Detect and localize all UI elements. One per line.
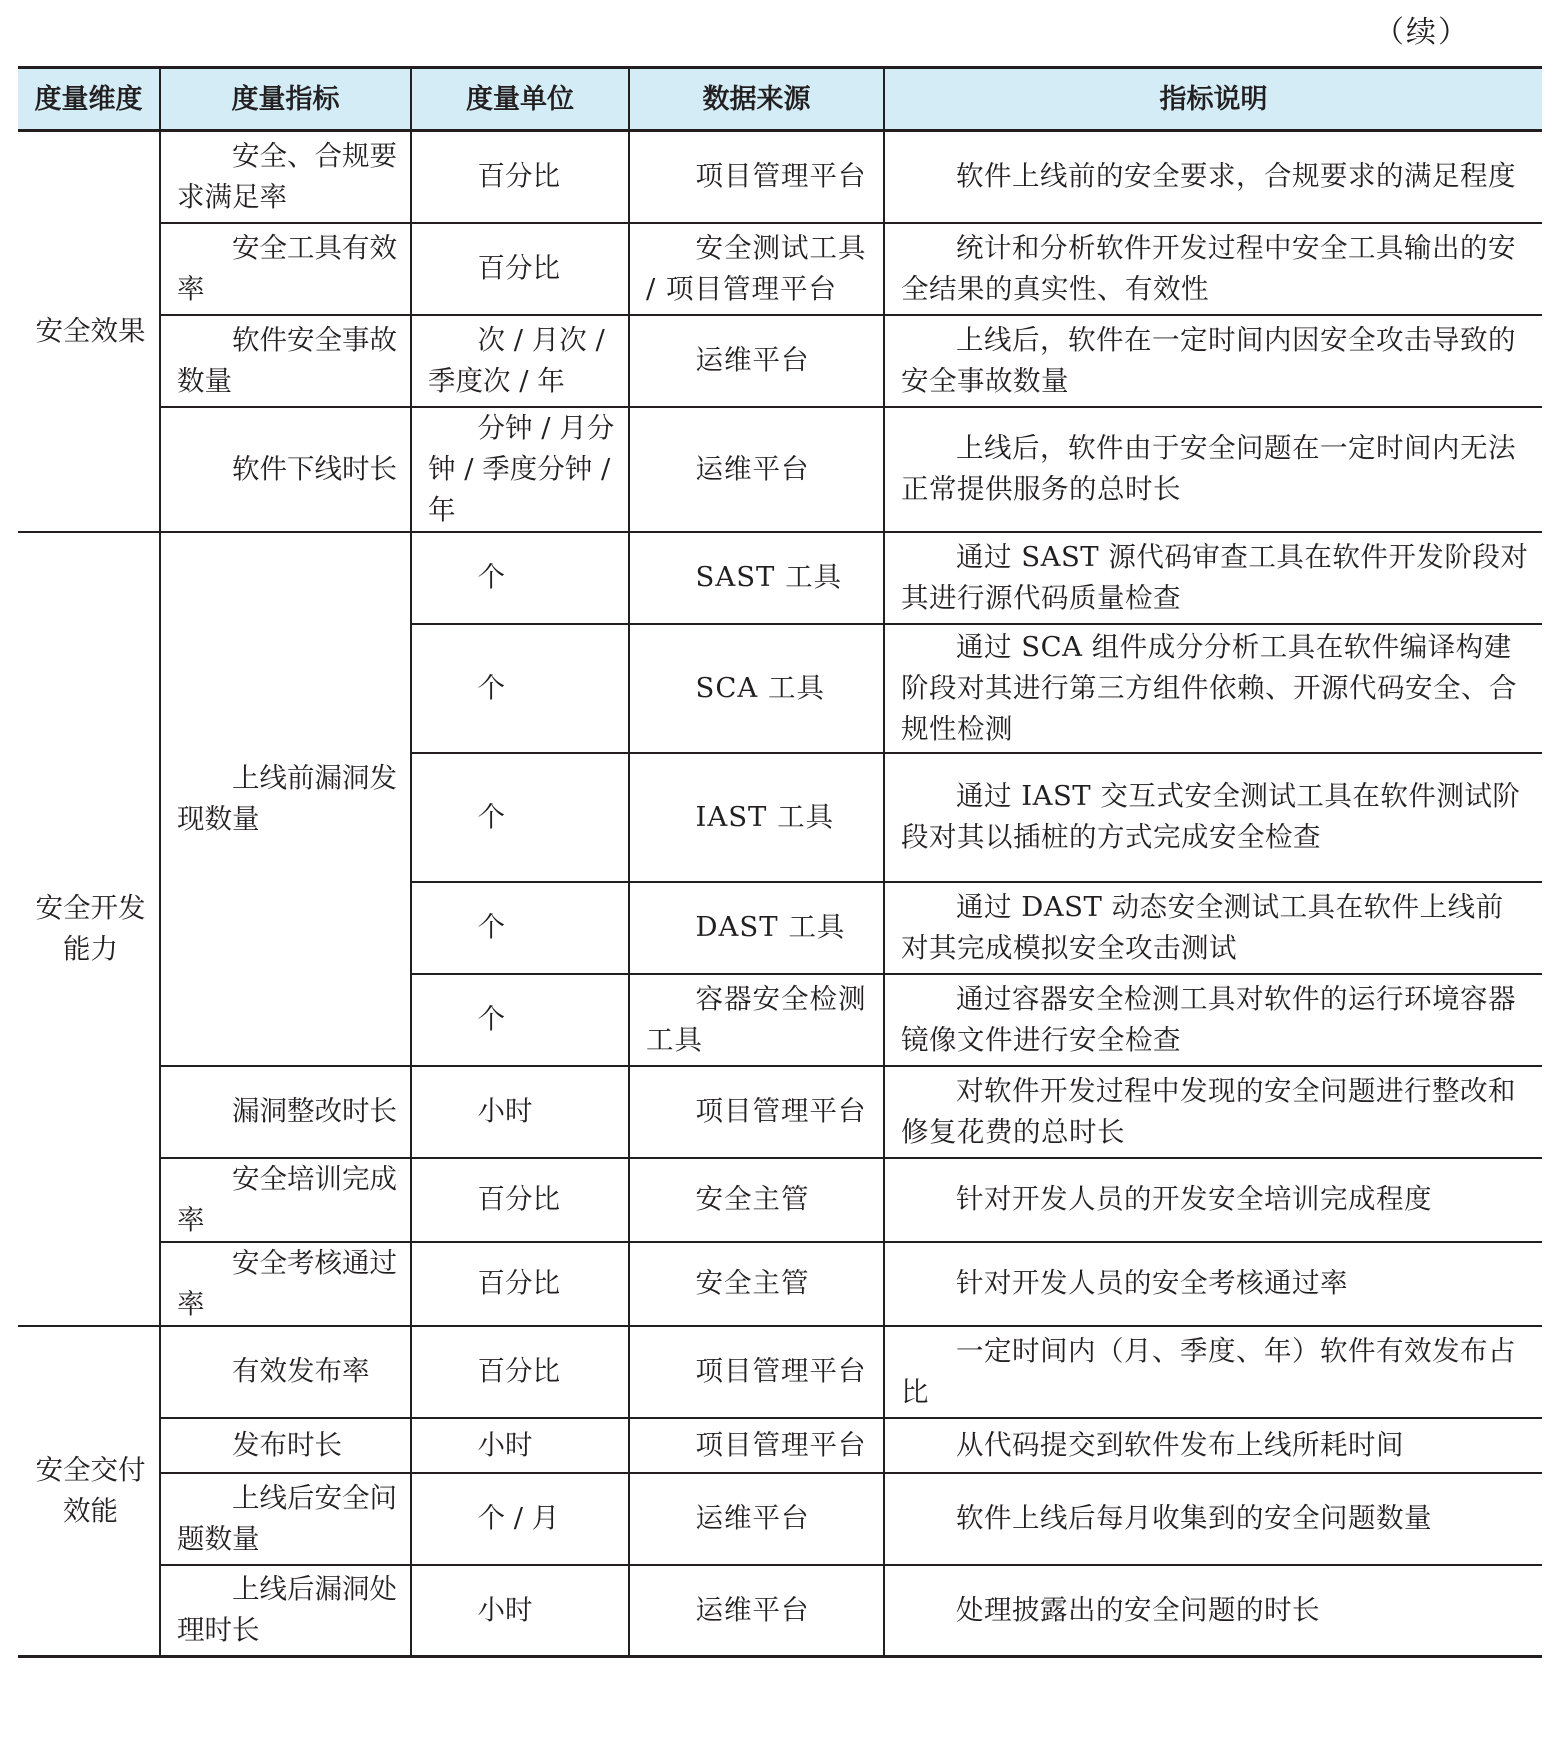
- indicator-cell: 上线后安全问题数量: [160, 1473, 411, 1565]
- indicator-cell: 上线前漏洞发现数量: [160, 532, 411, 1066]
- description-cell: 统计和分析软件开发过程中安全工具输出的安全结果的真实性、有效性: [884, 223, 1542, 315]
- description-cell: 软件上线前的安全要求，合规要求的满足程度: [884, 131, 1542, 223]
- source-cell: SCA 工具: [629, 624, 884, 753]
- dimension-cell: 安全效果: [18, 131, 160, 532]
- header-dimension: 度量维度: [18, 68, 160, 131]
- unit-cell: 个: [411, 974, 629, 1066]
- indicator-cell: 发布时长: [160, 1418, 411, 1473]
- source-cell: SAST 工具: [629, 532, 884, 624]
- dimension-cell: 安全开发能力: [18, 532, 160, 1326]
- indicator-cell: 软件下线时长: [160, 407, 411, 532]
- description-cell: 上线后，软件由于安全问题在一定时间内无法正常提供服务的总时长: [884, 407, 1542, 532]
- source-cell: 项目管理平台: [629, 1418, 884, 1473]
- description-cell: 通过 SCA 组件成分分析工具在软件编译构建阶段对其进行第三方组件依赖、开源代码安全、合规性检测: [884, 624, 1542, 753]
- unit-cell: 百分比: [411, 1242, 629, 1326]
- indicator-cell: 上线后漏洞处理时长: [160, 1565, 411, 1657]
- header-source: 数据来源: [629, 68, 884, 131]
- table-row: [18, 1242, 1542, 1326]
- unit-cell: 分钟 / 月分钟 / 季度分钟 / 年: [411, 407, 629, 532]
- indicator-cell: 安全考核通过率: [160, 1242, 411, 1326]
- header-indicator: 度量指标: [160, 68, 411, 131]
- table-row: [18, 407, 1542, 532]
- unit-cell: 百分比: [411, 131, 629, 223]
- source-cell: 运维平台: [629, 315, 884, 407]
- indicator-cell: 漏洞整改时长: [160, 1066, 411, 1158]
- continuation-label: （续）: [1374, 15, 1470, 50]
- indicator-cell: 有效发布率: [160, 1326, 411, 1418]
- table-row: [18, 315, 1542, 407]
- table-row: [18, 1473, 1542, 1565]
- description-cell: 一定时间内（月、季度、年）软件有效发布占比: [884, 1326, 1542, 1418]
- security-metrics-table: [18, 66, 1542, 1658]
- source-cell: 项目管理平台: [629, 131, 884, 223]
- unit-cell: 小时: [411, 1565, 629, 1657]
- description-cell: 上线后，软件在一定时间内因安全攻击导致的安全事故数量: [884, 315, 1542, 407]
- unit-cell: 个: [411, 882, 629, 974]
- indicator-cell: 安全培训完成率: [160, 1158, 411, 1242]
- unit-cell: 个: [411, 532, 629, 624]
- source-cell: DAST 工具: [629, 882, 884, 974]
- header-description: 指标说明: [884, 68, 1542, 131]
- table-row: [18, 131, 1542, 223]
- description-cell: 通过 IAST 交互式安全测试工具在软件测试阶段对其以插桩的方式完成安全检查: [884, 753, 1542, 882]
- source-cell: 项目管理平台: [629, 1326, 884, 1418]
- indicator-cell: 安全、合规要求满足率: [160, 131, 411, 223]
- header-unit: 度量单位: [411, 68, 629, 131]
- unit-cell: 个: [411, 753, 629, 882]
- description-cell: 通过 DAST 动态安全测试工具在软件上线前对其完成模拟安全攻击测试: [884, 882, 1542, 974]
- source-cell: 运维平台: [629, 1565, 884, 1657]
- unit-cell: 小时: [411, 1418, 629, 1473]
- table-row: [18, 1158, 1542, 1242]
- description-cell: 对软件开发过程中发现的安全问题进行整改和修复花费的总时长: [884, 1066, 1542, 1158]
- source-cell: 运维平台: [629, 407, 884, 532]
- description-cell: 通过容器安全检测工具对软件的运行环境容器镜像文件进行安全检查: [884, 974, 1542, 1066]
- indicator-cell: 软件安全事故数量: [160, 315, 411, 407]
- indicator-cell: 安全工具有效率: [160, 223, 411, 315]
- table-row: [18, 532, 1542, 624]
- unit-cell: 个: [411, 624, 629, 753]
- unit-cell: 小时: [411, 1066, 629, 1158]
- description-cell: 针对开发人员的安全考核通过率: [884, 1242, 1542, 1326]
- unit-cell: 百分比: [411, 223, 629, 315]
- source-cell: 项目管理平台: [629, 1066, 884, 1158]
- source-cell: 容器安全检测工具: [629, 974, 884, 1066]
- unit-cell: 百分比: [411, 1326, 629, 1418]
- dimension-cell: 安全交付效能: [18, 1326, 160, 1657]
- table-row: [18, 1326, 1542, 1418]
- description-cell: 软件上线后每月收集到的安全问题数量: [884, 1473, 1542, 1565]
- description-cell: 通过 SAST 源代码审查工具在软件开发阶段对其进行源代码质量检查: [884, 532, 1542, 624]
- source-cell: 安全测试工具 / 项目管理平台: [629, 223, 884, 315]
- description-cell: 针对开发人员的开发安全培训完成程度: [884, 1158, 1542, 1242]
- source-cell: 运维平台: [629, 1473, 884, 1565]
- table-row: [18, 223, 1542, 315]
- table-header-row: [18, 68, 1542, 131]
- unit-cell: 百分比: [411, 1158, 629, 1242]
- source-cell: 安全主管: [629, 1242, 884, 1326]
- table-row: [18, 1066, 1542, 1158]
- table-row: [18, 1418, 1542, 1473]
- table-row: [18, 1565, 1542, 1657]
- unit-cell: 个 / 月: [411, 1473, 629, 1565]
- source-cell: 安全主管: [629, 1158, 884, 1242]
- description-cell: 从代码提交到软件发布上线所耗时间: [884, 1418, 1542, 1473]
- description-cell: 处理披露出的安全问题的时长: [884, 1565, 1542, 1657]
- unit-cell: 次 / 月次 / 季度次 / 年: [411, 315, 629, 407]
- source-cell: IAST 工具: [629, 753, 884, 882]
